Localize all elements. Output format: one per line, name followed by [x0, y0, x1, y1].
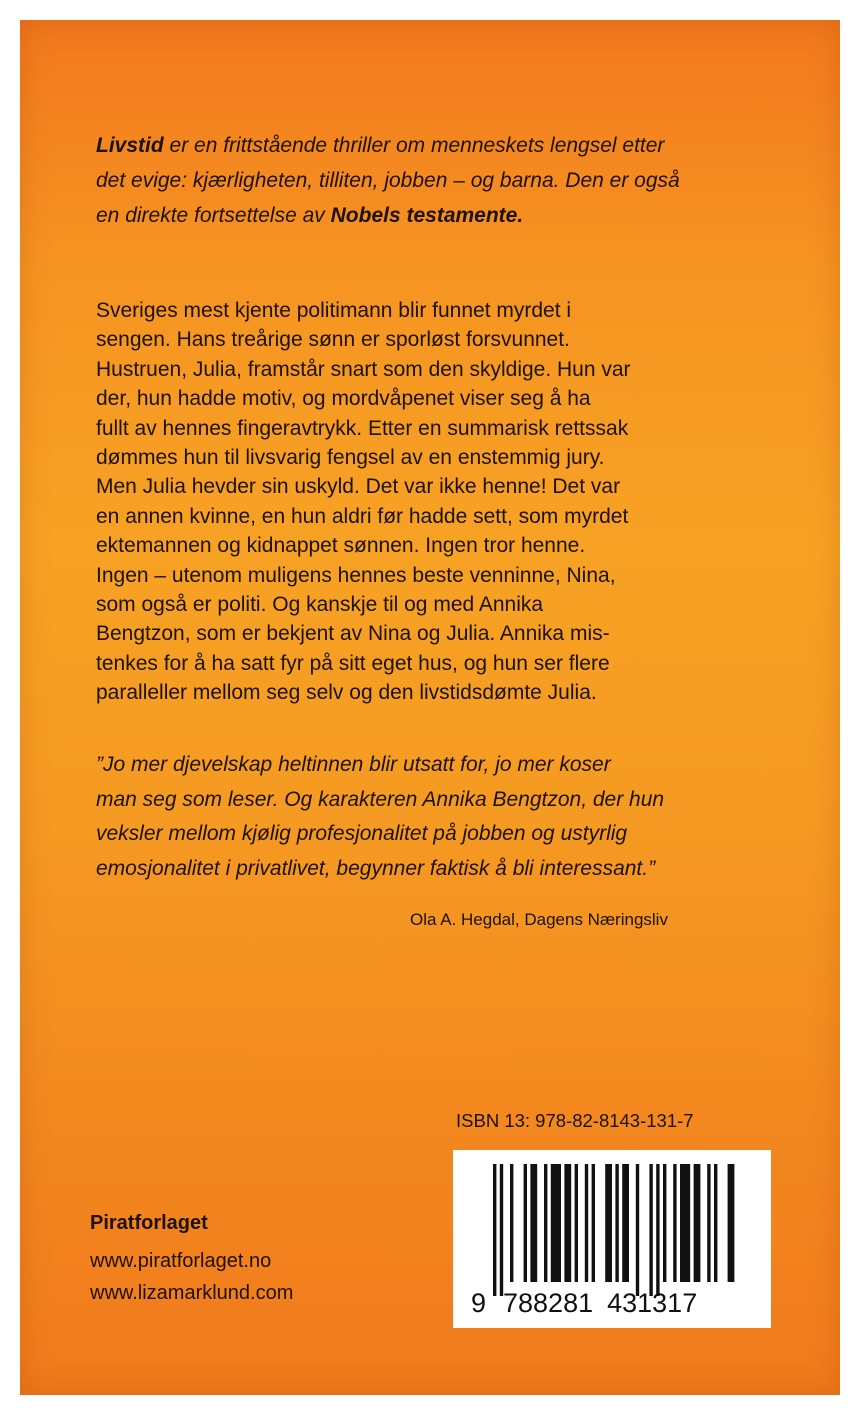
barcode-bar	[663, 1164, 666, 1282]
author-url: www.lizamarklund.com	[90, 1282, 294, 1304]
summary-line: tenkes for å ha satt fyr på sitt eget hus, og hun ser flere	[96, 651, 610, 675]
quote-attribution: Ola A. Hegdal, Dagens Næringsliv	[410, 910, 668, 929]
barcode-bar	[694, 1164, 701, 1282]
summary-line: sengen. Hans treårige sønn er sporløst forsvunnet.	[96, 328, 570, 352]
book-back-cover	[20, 20, 840, 1395]
summary-line: dømmes hun til livsvarig fengsel av en enstemmig jury.	[96, 446, 605, 470]
summary-line: Hustruen, Julia, framstår snart som den skyldige. Hun var	[96, 357, 631, 381]
intro-line-2: det evige: kjærligheten, tilliten, jobben – og barna. Den er også	[96, 169, 680, 192]
barcode-bar	[500, 1164, 503, 1296]
barcode-bar	[530, 1164, 537, 1282]
intro-line-3: en direkte fortsettelse av	[96, 204, 331, 227]
barcode-bar	[575, 1164, 578, 1282]
barcode-bar	[585, 1164, 588, 1282]
barcode-bar	[524, 1164, 527, 1282]
summary-line: der, hun hadde motiv, og mordvåpenet viser seg å ha	[96, 387, 591, 411]
barcode-bar	[656, 1164, 659, 1296]
barcode-number	[471, 1288, 697, 1319]
barcode-bar	[673, 1164, 676, 1282]
barcode-bars	[491, 1164, 735, 1296]
barcode-bar	[592, 1164, 595, 1282]
publisher-name: Piratforlaget	[90, 1212, 208, 1234]
barcode-bar	[680, 1164, 690, 1282]
summary-line: ektemannen og kidnappet sønnen. Ingen tror henne.	[96, 534, 586, 558]
barcode	[453, 1150, 771, 1328]
quote-line: man seg som leser. Og karakteren Annika Bengtzon, der hun	[96, 787, 665, 811]
summary-line: Ingen – utenom muligens hennes beste venninne, Nina,	[96, 563, 616, 587]
review-quote	[96, 748, 664, 886]
barcode-bar	[728, 1164, 735, 1282]
barcode-bar	[605, 1164, 612, 1282]
intro-blurb	[96, 128, 680, 233]
quote-line: emosjonalitet i privatlivet, begynner faktisk å bli interessant.”	[96, 856, 656, 880]
barcode-bar	[510, 1164, 513, 1282]
isbn-label: ISBN 13: 978-82-8143-131-7	[456, 1110, 694, 1131]
barcode-group-left: 788281	[503, 1288, 594, 1318]
previous-book-title: Nobels testamente.	[330, 204, 524, 227]
barcode-bar	[615, 1164, 618, 1282]
summary-line: Sveriges mest kjente politimann blir funnet myrdet i	[96, 299, 572, 322]
summary-line: fullt av hennes fingeravtrykk. Etter en summarisk rettssak	[96, 416, 629, 440]
barcode-bar	[707, 1164, 710, 1282]
summary-line: Bengtzon, som er bekjent av Nina og Julia. Annika mis-	[96, 622, 610, 646]
barcode-bar	[564, 1164, 571, 1282]
publisher-url: www.piratforlaget.no	[90, 1250, 272, 1272]
book-title: Livstid	[96, 134, 164, 157]
barcode-bar	[636, 1164, 639, 1296]
barcode-lead-digit: 9	[471, 1288, 487, 1318]
quote-line: ”Jo mer djevelskap heltinnen blir utsatt for, jo mer koser	[96, 753, 611, 776]
summary-line: paralleller mellom seg selv og den livstidsdømte Julia.	[96, 681, 597, 705]
barcode-bar	[493, 1164, 496, 1296]
barcode-bar	[649, 1164, 652, 1296]
barcode-bar	[714, 1164, 717, 1282]
summary-line: som også er politi. Og kanskje til og med Annika	[96, 593, 544, 617]
barcode-bar	[544, 1164, 547, 1282]
intro-line-1: er en frittstående thriller om menneskets lengsel etter	[163, 134, 665, 157]
summary-line: en annen kvinne, en hun aldri før hadde sett, som myrdet	[96, 504, 629, 528]
quote-line: veksler mellom kjølig profesjonalitet på jobben og ustyrlig	[96, 822, 628, 845]
plot-summary	[96, 296, 631, 708]
summary-line: Men Julia hevder sin uskyld. Det var ikke henne! Det var	[96, 475, 621, 499]
barcode-bar	[622, 1164, 629, 1282]
barcode-bar	[551, 1164, 561, 1282]
barcode-group-right: 431317	[607, 1288, 698, 1318]
